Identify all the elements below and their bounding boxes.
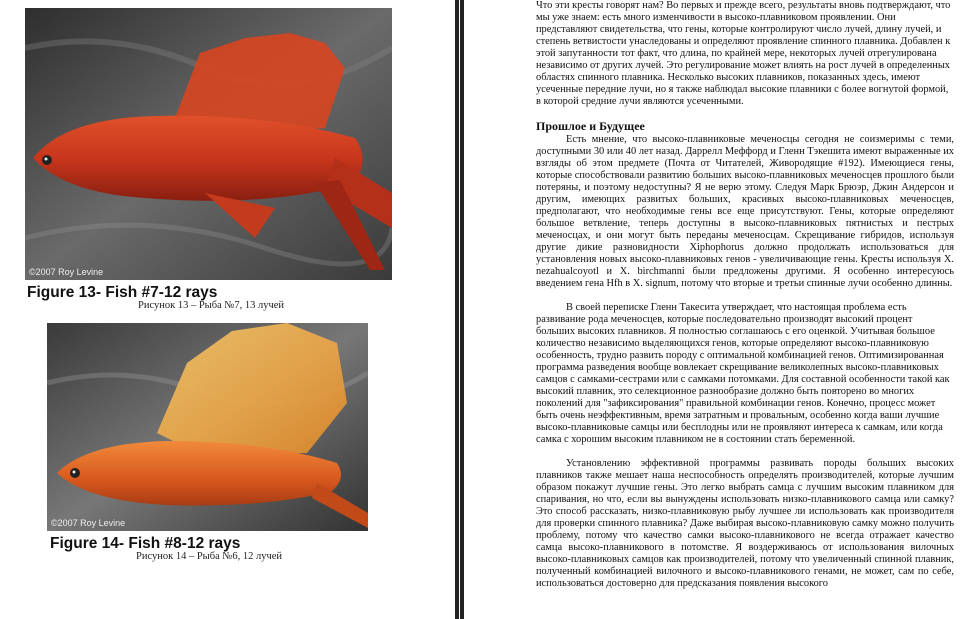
article-text	[536, 0, 954, 602]
figure-13-caption: Рисунок 13 – Рыба №7, 13 лучей	[138, 300, 285, 311]
figure-14-title: Figure 14- Fish #8-12 rays	[50, 535, 241, 552]
fish-7-image	[25, 8, 392, 280]
intro-paragraph: Что эти кресты говорят нам? Во первых и прежде всего, результаты вновь подтверждают, что мы уже знаем: есть много изменчивости в высоко-плавниковом проявлении. Они представляют свидетельства, что гены, которые контролируют число лучей, длину лучей, и степень ветвистости унаследованы и определяют проявление спинного плавника. Добавлен к этой запутанности тот факт, что длина, по крайней мере, некоторых лучей отрегулирована независимо от других лучей. Это регулирование может влиять на рост лучей в определенных областях спинного плавника. Несколько высоких плавников, показанных здесь, имеют усеченные передние лучи, но я также наблюдал высокие плавники с более вогнутой формой, в которой средние лучи являются усеченными.	[536, 0, 951, 107]
paragraph-2: В своей переписке Гленн Такесита утверждает, что настоящая проблема есть развивание рода меченосцев, которые последовательно производят высокий процент больших высоких плавников. Я полностью соглашаюсь с его оценкой. Учитывая большое количество независимо выделяющихся генов, которые определяют высоко-плавниковую особенность, трудно развить породу с оптимальной комбинацией генов. Оптимизированная программа разведения вообще вовлекает скрещивание великолепных высоко-плавниковых самцов с самками-сестрами или с самками потомками. Для составной особенности такой как высокий плавник, это селекционное разнообразие должно быть повторено во многих поколений для "зафиксирования" правильной комбинации генов. Конечно, процесс может быть очень неэффективным, время затратным и провальным, особенно когда ваши лучшие высоко-плавниковые самцы или бесплодны или не проявляют интереса к самкам, или когда самка с хорошим высоким плавником не в состоянии стать беременной.	[536, 302, 950, 445]
fish-8-image	[47, 323, 368, 531]
fish-7-photo	[25, 8, 392, 280]
figure-13-title: Figure 13- Fish #7-12 rays	[27, 284, 218, 301]
photo-credit: ©2007 Roy Levine	[29, 267, 104, 277]
fish-8-photo	[47, 323, 368, 531]
page-divider	[455, 0, 464, 619]
section-heading: Прошлое и Будущее	[536, 119, 645, 133]
figure-14-caption: Рисунок 14 – Рыба №6, 12 лучей	[136, 551, 283, 562]
photo-credit: ©2007 Roy Levine	[51, 518, 126, 528]
right-page	[464, 0, 976, 619]
paragraph-3: Установлению эффективной программы развивать породы больших высоких плавников также мешает наша неспособность определять производителей, которые лучшим образом покажут лучшие гены. Это легко выбрать самца с лучшим высоким плавником для спаривания, но что, если вы вынуждены использовать низко-плавникового самца или самку? Это способ рассказать, низко-плавниковую рыбу лучшее ли использовать как производителя для проверки спинного плавника? Даже выбирая высоко-плавниковую самку можно получить проблему, потому что качество самки высоко-плавникового не всегда отражает качество самца высоко-плавникового в потомстве. Я воздерживаюсь от использования вилочных высоко-плавниковых самцов как производителей, потому что увеличенный спинной плавник, полученный комбинацией вилочного и высоко-плавникового генами, не может, сам по себе, использоваться достоверно для предсказания появления высокого	[536, 458, 954, 589]
left-page	[0, 0, 455, 619]
paragraph-1: Есть мнение, что высоко-плавниковые меченосцы сегодня не соизмеримы с теми, доступными 30 или 40 лет назад. Даррелл Меффорд и Гленн Тэкешита имеют выраженные их взгляды об этом предмете (Почта от Читателей, Живородящие #192). Имеющиеся гены, которые способствовали развитию больших высоко-плавниковых меченосцев прошлого были потеряны, и поэтому недоступны? Я не верю этому. Следуя Марк Брюэр, Джин Андерсон и другим, имеющих развитых больших, красивых высоко-плавниковых меченосцев, предполагают, что необходимые гены все еще присутствуют. Гены, которые определяют большое ветвление, теперь доступны в высоко-плавниковых пятнистых и пестрых меченосцах, и они могут быть переданы меченосцам. Скрещивание гибридов, используя другие дикие разновидности Xiphophorus должно продолжать использоваться для установления новых высоко-плавниковых генов - увеличивающие гены. Кресты используя X. nezahualcoyotl и X. birchmanni были предложены другими. Я особенно интересуюсь введением гена Hfh в X. signum, потому что вторые и третьи спинные лучи особенно длинны.	[536, 134, 954, 289]
